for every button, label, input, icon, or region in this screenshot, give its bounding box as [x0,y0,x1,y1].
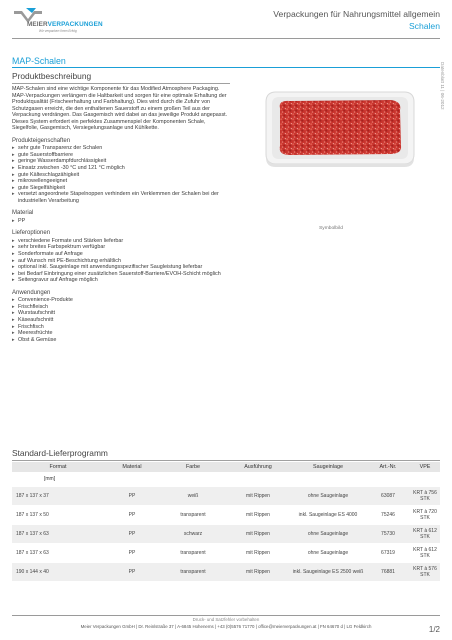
cell-format: 190 x 144 x 40 [12,562,104,581]
section-title-standard-program: Standard-Lieferprogramm [12,448,108,458]
cell-design: mit Rippen [226,543,290,562]
side-date-label [438,62,446,142]
company-logo [12,7,122,37]
table-row [12,543,440,562]
column-header-art: Art.-Nr. [366,462,410,472]
list-item: ▸ sehr gute Transparenz der Schalen [12,145,230,152]
cell-format: 187 x 137 x 63 [12,524,104,543]
logo-tagline: Wir verpacken Ihren Erfolg [39,29,77,33]
header-subtitle: Schalen [408,21,440,31]
title-underline [12,67,440,68]
list-item: ▸ PP [12,218,230,225]
description-underline [12,83,230,84]
column-header-pad: Saugeinlage [290,462,366,472]
cell-color: weiß [160,486,226,505]
properties-list [12,145,230,204]
cell-material: PP [104,524,160,543]
cell-design: mit Rippen [226,505,290,524]
cell-design: mit Rippen [226,486,290,505]
cell-art: 75730 [366,524,410,543]
cell-material: PP [104,543,160,562]
cell-design: mit Rippen [226,524,290,543]
column-header-design: Ausführung [226,462,290,472]
list-item: ▸ Obst & Gemüse [12,337,230,344]
list-item: ▸ Einsatz zwischen -30 °C und 121 °C möglich [12,165,230,172]
cell-pad: ohne Saugeinlage [290,486,366,505]
header-divider [12,38,440,39]
cell-vpe: KRT à 720 STK [410,505,440,524]
cell-art: 76881 [366,562,410,581]
cell-pad: ohne Saugeinlage [290,543,366,562]
cell-art: 75246 [366,505,410,524]
column-header-format: Format [12,462,104,472]
cell-format: 187 x 137 x 37 [12,486,104,505]
cell-pad: inkl. Saugeinlage ES 2500 weiß [290,562,366,581]
list-item: ▸ auf Wunsch mit PE-Beschichtung erhältlich [12,258,230,265]
header-title: Verpackungen für Nahrungsmittel allgemein [273,9,440,19]
list-item: ▸ Seitengravur auf Anfrage möglich [12,277,230,284]
section-title-delivery: Lieferoptionen [12,230,51,237]
footer-address: Meier Verpackungen GmbH | Dr. Reinlstraße 37 | A-6845 Hohenems | +43 (0)5576 71770 | office@meierverpackungen.at | FN 64670 d | LG Feldkirch [80,624,372,629]
section-title-applications: Anwendungen [12,289,51,296]
cell-pad: inkl. Saugeinlage ES 4000 [290,505,366,524]
list-item: ▸ geringe Wasserdampfdurchlässigkeit [12,158,230,165]
applications-list [12,297,230,343]
cell-vpe: KRT à 576 STK [410,562,440,581]
cell-vpe: KRT à 756 STK [410,486,440,505]
list-item: ▸ verschiedene Formate und Stärken lieferbar [12,238,230,245]
list-item: ▸ sehr breites Farbspektrum verfügbar [12,244,230,251]
cell-design: mit Rippen [226,562,290,581]
image-caption: Symbolbild [319,226,343,231]
list-item: ▸ Wurstaufschnitt [12,310,230,317]
standard-program-table-wrapper [12,462,440,581]
list-item: ▸ Sonderformate auf Anfrage [12,251,230,258]
cell-vpe: KRT à 612 STK [410,524,440,543]
list-item: ▸ optional inkl. Saugeinlage mit anwendungsspezifischer Saugleistung lieferbar [12,264,230,271]
cell-material: PP [104,505,160,524]
column-header-color: Farbe [160,462,226,472]
unit-label: [mm] [12,472,440,486]
left-content-column [12,86,230,343]
cell-color: schwarz [160,524,226,543]
column-header-material: Material [104,462,160,472]
list-item: ▸ Käseaufschnitt [12,317,230,324]
standard-program-underline [12,460,440,461]
list-item: ▸ gute Kälteschlagzähigkeit [12,172,230,179]
section-title-description: Produktbeschreibung [12,71,92,81]
list-item: ▸ mikrowellengeeignet [12,178,230,185]
standard-program-table [12,462,440,581]
list-item: ▸ Frischfleisch [12,304,230,311]
list-item: ▸ gute Sauerstoffbarriere [12,152,230,159]
cell-color: transparent [160,505,226,524]
delivery-list [12,238,230,284]
cell-pad: ohne Saugeinlage [290,524,366,543]
footer-disclaimer: Druck- und Satzfehler vorbehalten [192,617,260,622]
list-item: ▸ bei Bedarf Einbringung einer zusätzlichen Sauerstoff-Barriere/EVOH-Schicht möglich [12,271,230,278]
cell-material: PP [104,562,160,581]
table-row [12,486,440,505]
material-list [12,218,230,225]
description-text: MAP-Schalen sind eine wichtige Komponente für das Modified Atmosphere Packaging. MAP-Verpackungen verlängern die Haltbarkeit und sorgen für eine optimale Erhaltung der Produktqualität (Frischeerhaltung und Farbhaltung). Dies wird durch die Zufuhr von Schutzgasen erreicht, die den enthaltenen Sauerstoff zu einem großen Teil aus der Verpackung verdrängen. Das Gasgemisch wird dabei an das jeweilige Produkt angepasst. Dieses System erfordert ein perfektes Zusammenspiel der Komponenten Schale, Siegelfolie, Gasgemisch, Versiegelungsanlage und Kühlkette. [12,86,228,132]
footer-divider [12,615,440,616]
cell-format: 187 x 137 x 50 [12,505,104,524]
list-item: ▸ Meeresfrüchte [12,330,230,337]
table-row [12,524,440,543]
page-title: MAP-Schalen [12,56,66,66]
section-title-properties: Produkteigenschaften [12,137,71,144]
cell-color: transparent [160,562,226,581]
cell-art: 63087 [366,486,410,505]
section-title-material: Material [12,210,34,217]
side-date-text: Datenblatt 11 | 06-2012 [440,62,445,110]
cell-material: PP [104,486,160,505]
list-item: ▸ gute Siegelfähigkeit [12,185,230,192]
document-header [273,9,440,31]
cell-color: transparent [160,543,226,562]
cell-format: 187 x 137 x 63 [12,543,104,562]
cell-art: 67319 [366,543,410,562]
page-number: 1/2 [428,625,440,634]
cell-vpe: KRT à 612 STK [410,543,440,562]
column-header-vpe: VPE [410,462,440,472]
list-item: ▸ versetzt angeordnete Stapelnoppen verhindern ein Verklemmen der Schalen bei der industriellen Verarbeitung [12,191,230,204]
list-item: ▸ Frischfisch [12,324,230,331]
table-row [12,505,440,524]
table-row [12,562,440,581]
list-item: ▸ Convenience-Produkte [12,297,230,304]
product-tray-image [262,88,418,168]
logo-wordmark: MEIERVERPACKUNGEN [27,21,103,28]
